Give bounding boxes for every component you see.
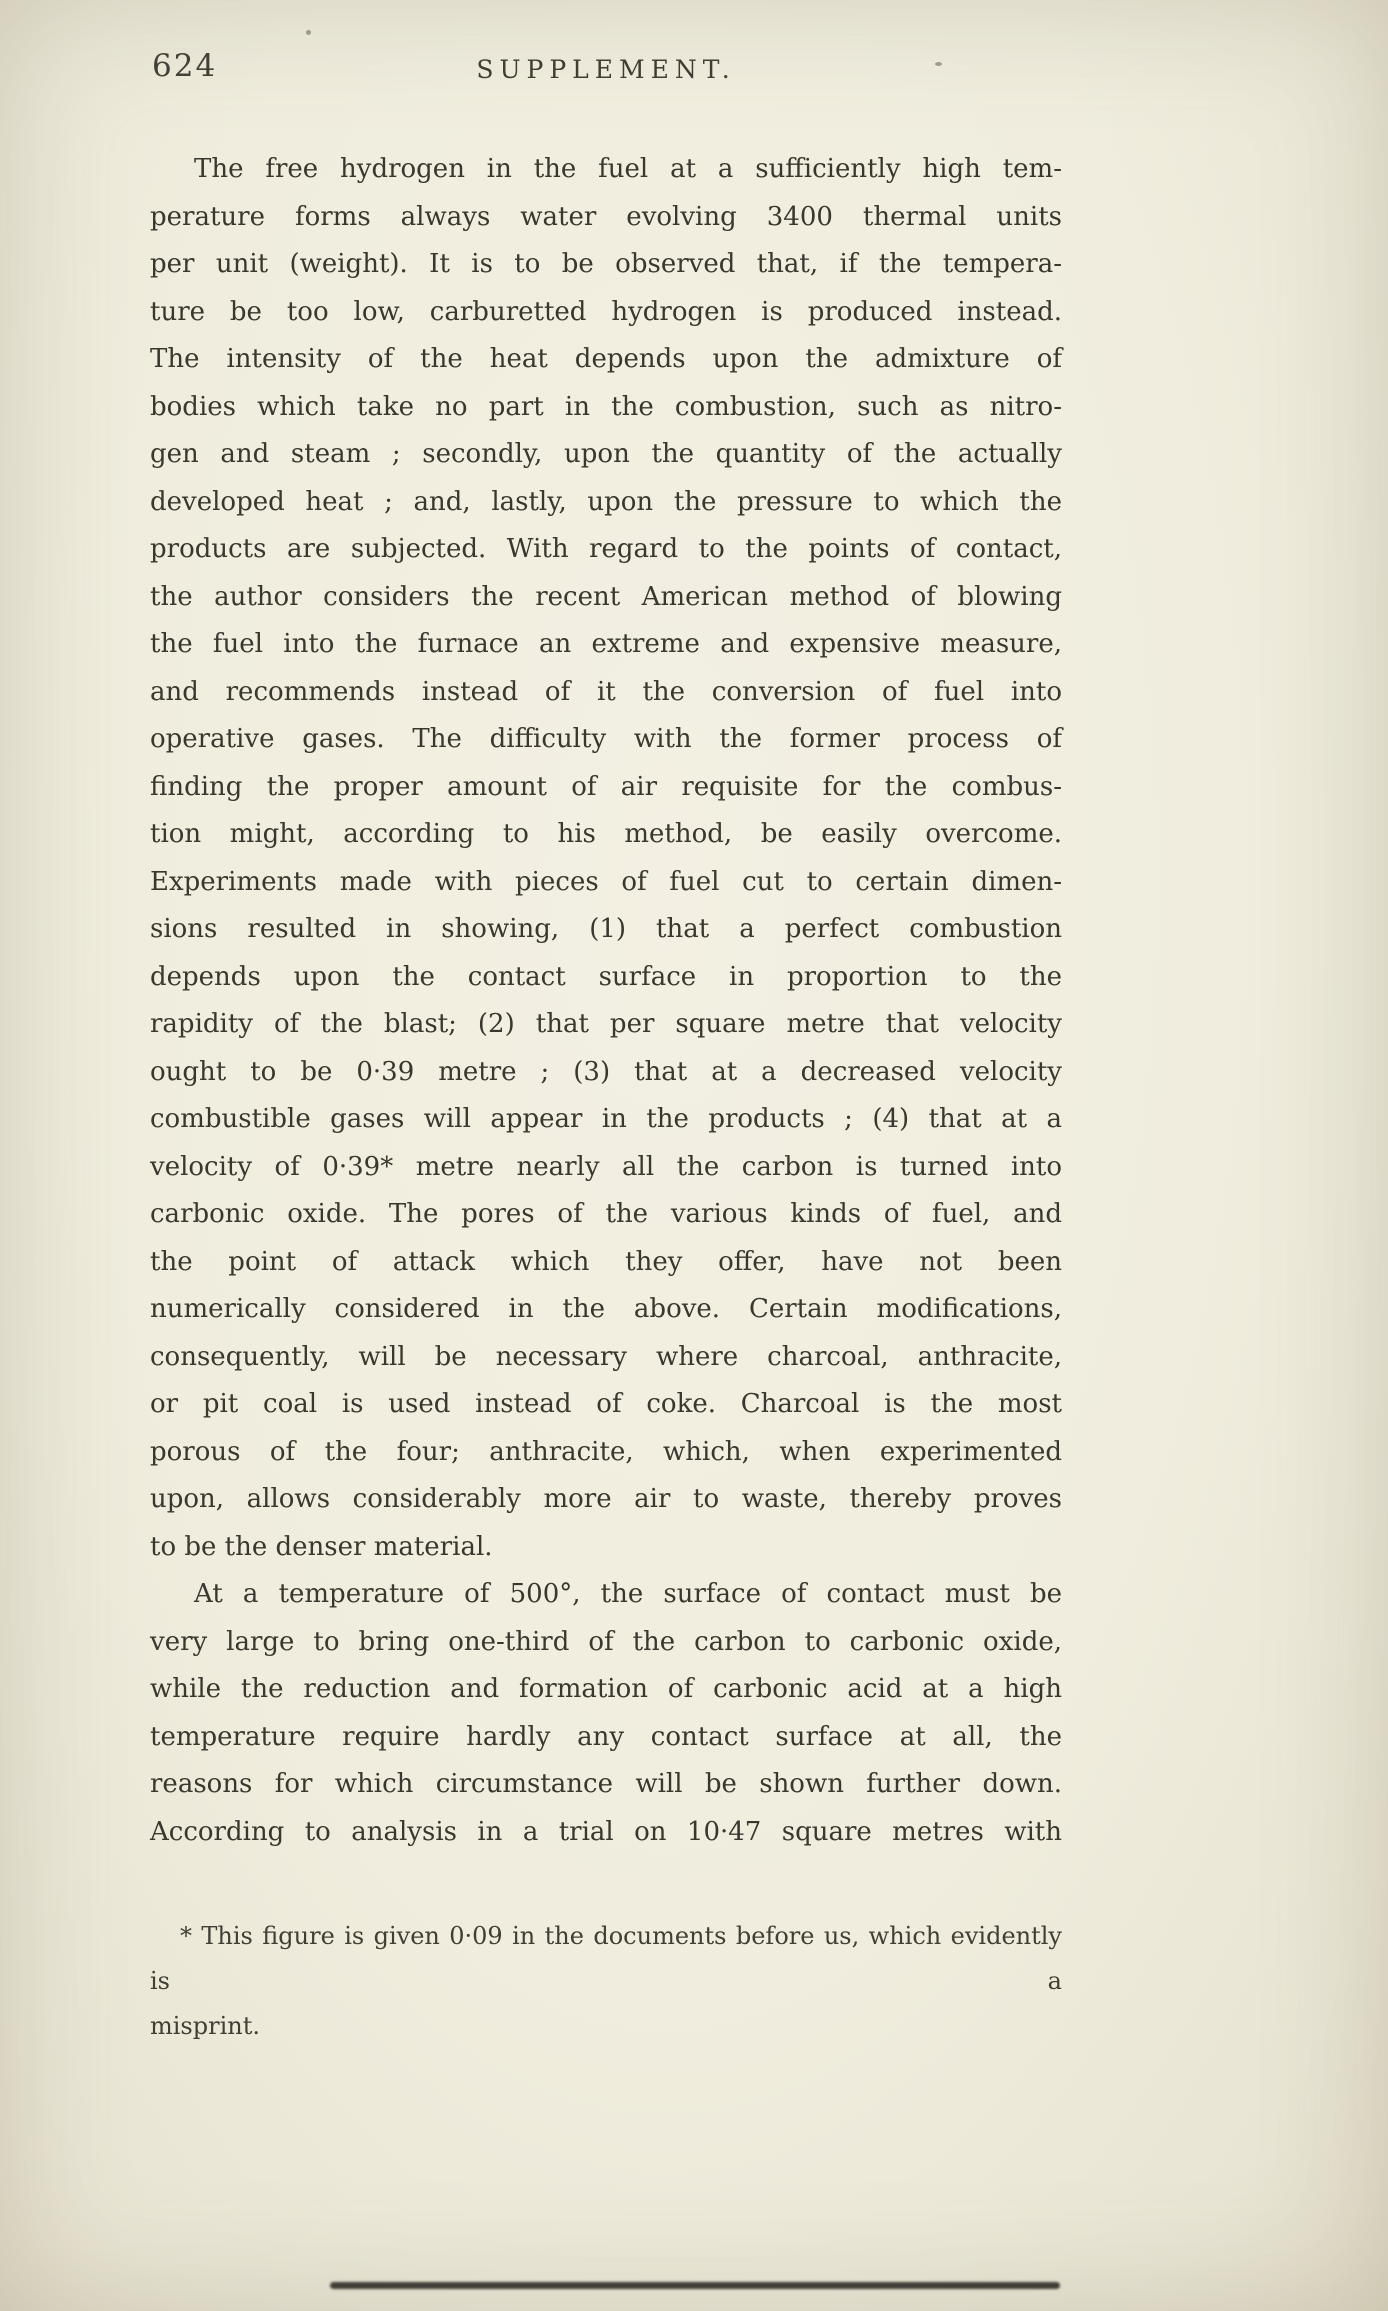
- text-line: perature forms always water evolving 3400 thermal units: [150, 201, 1062, 232]
- text-line: very large to bring one-third of the carbon to carbonic oxide,: [150, 1626, 1062, 1657]
- text-line: ture be too low, carburetted hydrogen is produced instead.: [150, 296, 1062, 327]
- page-number: 624: [152, 48, 218, 84]
- text-line: sions resulted in showing, (1) that a perfect combustion: [150, 914, 1062, 944]
- text-line: tion might, according to his method, be easily overcome.: [150, 819, 1062, 849]
- text-line: porous of the four; anthracite, which, when experimented: [150, 1436, 1062, 1467]
- footnote: [150, 1914, 1062, 2049]
- running-title: SUPPLEMENT.: [476, 55, 736, 84]
- text-line: At a temperature of 500°, the surface of contact must be: [194, 1579, 1062, 1609]
- text-line: numerically considered in the above. Certain modifications,: [150, 1294, 1062, 1324]
- text-line: Experiments made with pieces of fuel cut to certain dimen-: [150, 866, 1062, 897]
- text-line: reasons for which circumstance will be shown further down.: [150, 1769, 1062, 1799]
- text-line: The intensity of the heat depends upon the admixture of: [150, 344, 1062, 374]
- text-line: to be the denser material.: [150, 1531, 493, 1562]
- text-line: upon, allows considerably more air to waste, thereby proves: [150, 1484, 1062, 1514]
- text-line: gen and steam ; secondly, upon the quantity of the actually: [150, 439, 1062, 469]
- text-line: The free hydrogen in the fuel at a sufficiently high tem-: [194, 154, 1062, 184]
- text-line: bodies which take no part in the combustion, such as nitro-: [150, 391, 1062, 422]
- scan-edge-artifact: [330, 2282, 1060, 2289]
- text-line: consequently, will be necessary where charcoal, anthracite,: [150, 1341, 1062, 1372]
- text-line: or pit coal is used instead of coke. Charcoal is the most: [150, 1389, 1062, 1419]
- text-line: rapidity of the blast; (2) that per square metre that velocity: [150, 1009, 1062, 1039]
- text-line: finding the proper amount of air requisite for the combus-: [150, 771, 1062, 802]
- page-content: [150, 48, 1062, 2049]
- text-line: the point of attack which they offer, have not been: [150, 1246, 1062, 1277]
- body-text: [150, 146, 1062, 1856]
- footnote-line: * This figure is given 0·09 in the documents before us, which evidently is a: [150, 1922, 1062, 1995]
- text-line: the fuel into the furnace an extreme and expensive measure,: [150, 629, 1062, 659]
- text-line: and recommends instead of it the conversion of fuel into: [150, 676, 1062, 707]
- text-line: velocity of 0·39* metre nearly all the carbon is turned into: [150, 1151, 1062, 1182]
- text-line: operative gases. The difficulty with the former process of: [150, 724, 1062, 754]
- text-line: depends upon the contact surface in proportion to the: [150, 961, 1062, 992]
- text-line: per unit (weight). It is to be observed that, if the tempera-: [150, 249, 1062, 279]
- page-header: [150, 48, 1062, 100]
- footnote-line: misprint.: [150, 2012, 260, 2040]
- text-line: temperature require hardly any contact surface at all, the: [150, 1721, 1062, 1752]
- text-line: products are subjected. With regard to the points of contact,: [150, 534, 1062, 564]
- text-line: ought to be 0·39 metre ; (3) that at a decreased velocity: [150, 1056, 1062, 1087]
- text-line: while the reduction and formation of carbonic acid at a high: [150, 1674, 1062, 1704]
- text-line: combustible gases will appear in the products ; (4) that at a: [150, 1104, 1062, 1134]
- text-line: carbonic oxide. The pores of the various kinds of fuel, and: [150, 1199, 1062, 1229]
- text-line: the author considers the recent American method of blowing: [150, 581, 1062, 612]
- scan-speck-artifact: [935, 62, 942, 66]
- text-line: developed heat ; and, lastly, upon the pressure to which the: [150, 486, 1062, 517]
- text-line: According to analysis in a trial on 10·47 square metres with: [150, 1816, 1062, 1847]
- scan-speck-artifact: [306, 30, 311, 35]
